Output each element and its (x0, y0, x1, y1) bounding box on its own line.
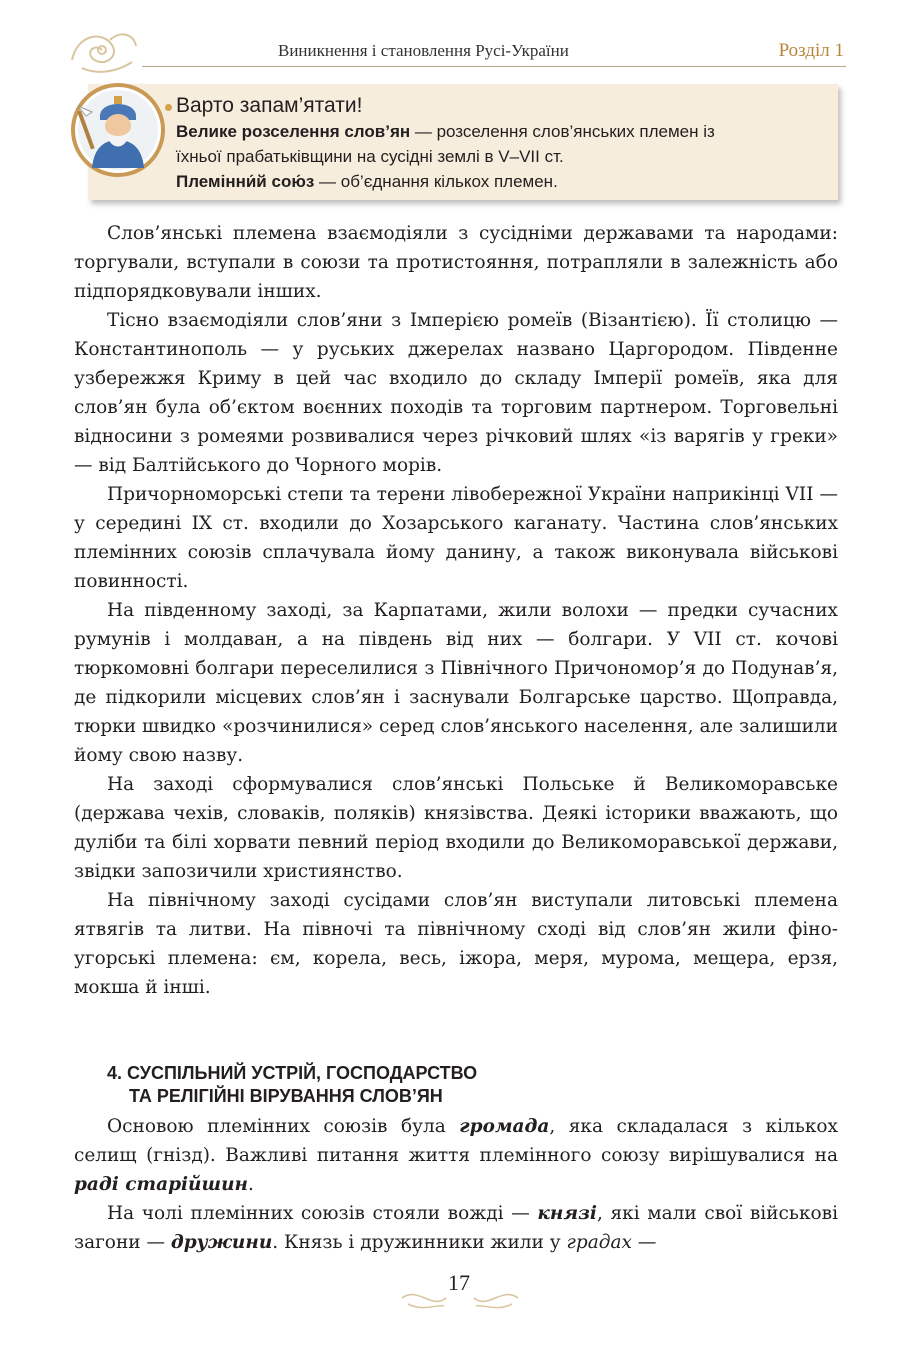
term-great-settlement: Велике розселення слов’ян (176, 122, 411, 141)
page-header (0, 0, 918, 80)
ornament-icon (62, 20, 142, 78)
bullet-icon (165, 104, 172, 111)
text-run: — (631, 1232, 657, 1253)
text-run: Основою племінних союзів була (107, 1116, 460, 1137)
paragraph: Причорноморські степи та терени лівобережної України наприкінці VII — у середині IX ст. входили до Хозарського каганату. Частина слов’янських племінних союзів сплачувала йому данину, а також виконувала військові повинності. (74, 484, 838, 592)
paragraph (74, 1112, 838, 1199)
paragraph: Тісно взаємодіяли слов’яни з Імперією ромеїв (Візантією). Її столицю — Константинополь — у руських джерелах названо Царгородом. Південне узбережжя Криму в цей час входило до складу Імперії ромеїв, яка для слов’ян була об’єктом воєнних походів та торговим партнером. Торговельні відносини з ромеями розвивалися через річковий шлях «із варягів у греки» — від Балтійського до Чорного морів. (74, 310, 838, 476)
paragraph: Слов’янські племена взаємодіяли з сусідніми державами та народами: торгували, вступали в союзи та протистояння, потрапляли в залежність або підпорядковували інших. (74, 223, 838, 302)
term-elders-council: раді старійшин (74, 1174, 249, 1195)
term-tribal-union: Племінни́й сою́з (176, 172, 315, 191)
chronicler-avatar-icon (70, 82, 166, 178)
main-text (74, 219, 838, 1002)
definition-text-2: — об’єднання кількох племен. (314, 172, 558, 191)
definition-text-1: — розселення слов’янських племен із (410, 122, 715, 141)
text-run: На чолі племінних союзів стояли вожді — (107, 1203, 538, 1224)
term-druzhyna: дружини (170, 1232, 273, 1253)
remember-heading: Варто запам’ятати! (176, 94, 363, 117)
term-grads: градах (566, 1232, 632, 1253)
page-number: 17 (448, 1270, 470, 1295)
paragraph (74, 1199, 838, 1257)
text-run: , які мали свої військові загони — (74, 1203, 838, 1253)
definition-line-2: їхньої прабатьківщини на сусідні землі в V–VII ст. (176, 147, 564, 166)
paragraph: На південному заході, за Карпатами, жили волохи — предки сучасних румунів і молдаван, а на південь від них — болгари. У VII ст. кочові тюркомовні болгари переселилися з Північного Причономор’я до Подунав’я, де підкорили місцевих слов’ян і заснували Болгарське царство. Щоправда, тюрки швидко «розчинилися» серед слов’янського населення, але залишили йому свою назву. (74, 600, 838, 766)
text-run: , яка складалася з кількох селищ (гнізд). Важливі питання життя племінного союзу вирішувалися на (74, 1116, 838, 1166)
text-run: . Князь і дружинники жили у (272, 1232, 567, 1253)
section-heading-line-2: ТА РЕЛІГІЙНІ ВІРУВАННЯ СЛОВ’ЯН (129, 1086, 443, 1106)
section-heading (107, 1062, 477, 1108)
term-princes: князі (537, 1203, 597, 1224)
paragraph: На заході сформувалися слов’янські Польське й Великоморавське (держава чехів, словаків, поляків) князівства. Деякі історики вважають, що дуліби та білі хорвати певний період входили до Великоморавської держави, звідки запозичили християнство. (74, 774, 838, 882)
definition-line-3 (176, 172, 558, 192)
section-label: Розділ 1 (778, 40, 844, 61)
definition-line-1 (176, 122, 715, 142)
paragraph: На північному заході сусідами слов’ян виступали литовські племена ятвягів та литви. На півночі та північному сході від слов’ян жили фіно-угорські племена: єм, корела, весь, іжора, меря, мурома, мещера, ерзя, мокша й інші. (74, 890, 838, 998)
running-title: Виникнення і становлення Русі-України (278, 41, 569, 60)
term-hromada: громада (459, 1116, 550, 1137)
text-run: . (248, 1174, 254, 1195)
section-text (74, 1112, 838, 1257)
section-heading-line-1: 4. СУСПІЛЬНИЙ УСТРІЙ, ГОСПОДАРСТВО (107, 1063, 478, 1083)
header-divider (142, 66, 846, 67)
